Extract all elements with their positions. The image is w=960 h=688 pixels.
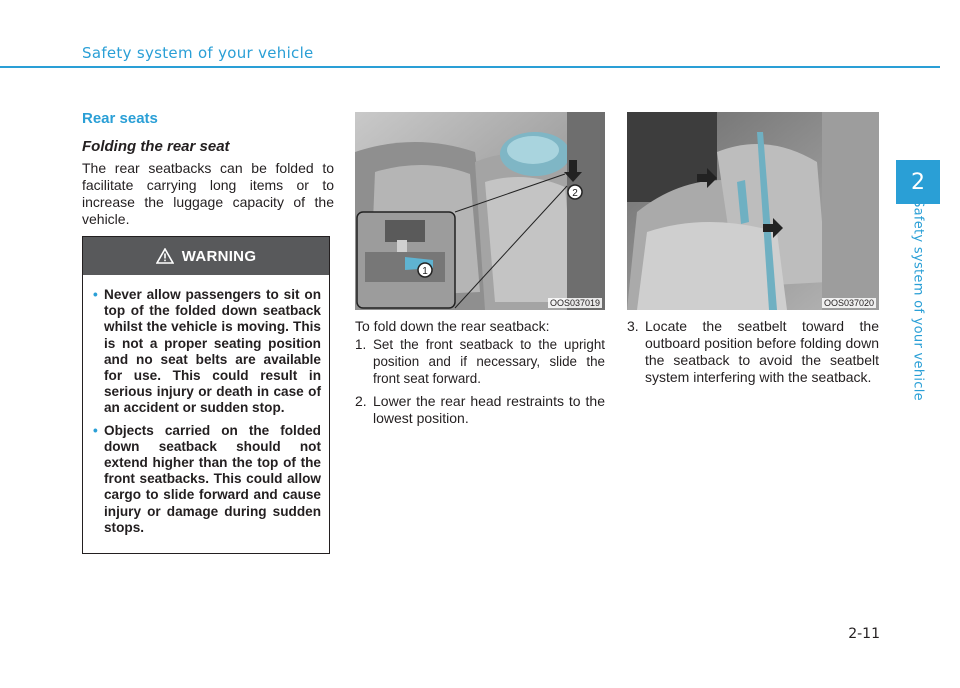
chapter-tab: 2 bbox=[896, 160, 940, 204]
running-header: Safety system of your vehicle bbox=[82, 44, 314, 62]
figure-rear-headrest bbox=[355, 112, 605, 310]
procedure-steps-b bbox=[627, 318, 879, 386]
callout-1: 1 bbox=[422, 266, 428, 277]
warning-heading: WARNING bbox=[181, 247, 257, 265]
warning-triangle-icon bbox=[156, 248, 174, 264]
header-rule bbox=[0, 66, 940, 68]
warning-list bbox=[83, 275, 329, 536]
warning-header bbox=[83, 237, 329, 275]
intro-paragraph: The rear seatbacks can be folded to facilitate carrying long items or to increase the luggage capacity of the vehicle. bbox=[82, 160, 334, 227]
warning-box bbox=[82, 236, 330, 554]
page-number: 2-11 bbox=[848, 626, 880, 642]
procedure-steps-a bbox=[355, 336, 605, 427]
subsection-title: Folding the rear seat bbox=[82, 138, 230, 155]
figure-code: OOS037019 bbox=[549, 298, 600, 308]
procedure-step bbox=[355, 393, 605, 427]
step-text: Lower the rear head restraints to the lowest position. bbox=[373, 393, 605, 426]
step-number: 1. bbox=[355, 337, 367, 352]
callout-2: 2 bbox=[572, 188, 578, 199]
step-text: Locate the seatbelt toward the outboard position before folding down the seatback to avoid the seatbelt system interfering with the seatback. bbox=[645, 318, 879, 385]
figure-code: OOS037020 bbox=[823, 298, 874, 308]
rear-seat-photo bbox=[355, 112, 605, 310]
step-number: 3. bbox=[627, 318, 639, 334]
procedure-intro: To fold down the rear seatback: bbox=[355, 318, 550, 334]
seatbelt-photo bbox=[627, 112, 879, 310]
chapter-side-label: Safety system of your vehicle bbox=[910, 199, 926, 401]
figure-seatbelt-outboard bbox=[627, 112, 879, 310]
warning-item: • Objects carried on the folded down seatback should not extend higher than the top of the front seatbacks. This could allow cargo to slide forward and cause injury or damage during sudden stops. bbox=[93, 423, 321, 536]
section-title: Rear seats bbox=[82, 110, 158, 127]
warning-item: • Never allow passengers to sit on top of the folded down seatback whilst the vehicle is moving. This is not a proper seating position and no seat belts are available for use. This could result in serious injury or death in case of an accident or sudden stop. bbox=[93, 287, 321, 417]
step-number: 2. bbox=[355, 393, 367, 409]
procedure-step bbox=[355, 336, 605, 387]
procedure-step bbox=[627, 318, 879, 386]
step-text: Set the front seatback to the upright position and if necessary, slide the front seat forward. bbox=[373, 337, 605, 386]
